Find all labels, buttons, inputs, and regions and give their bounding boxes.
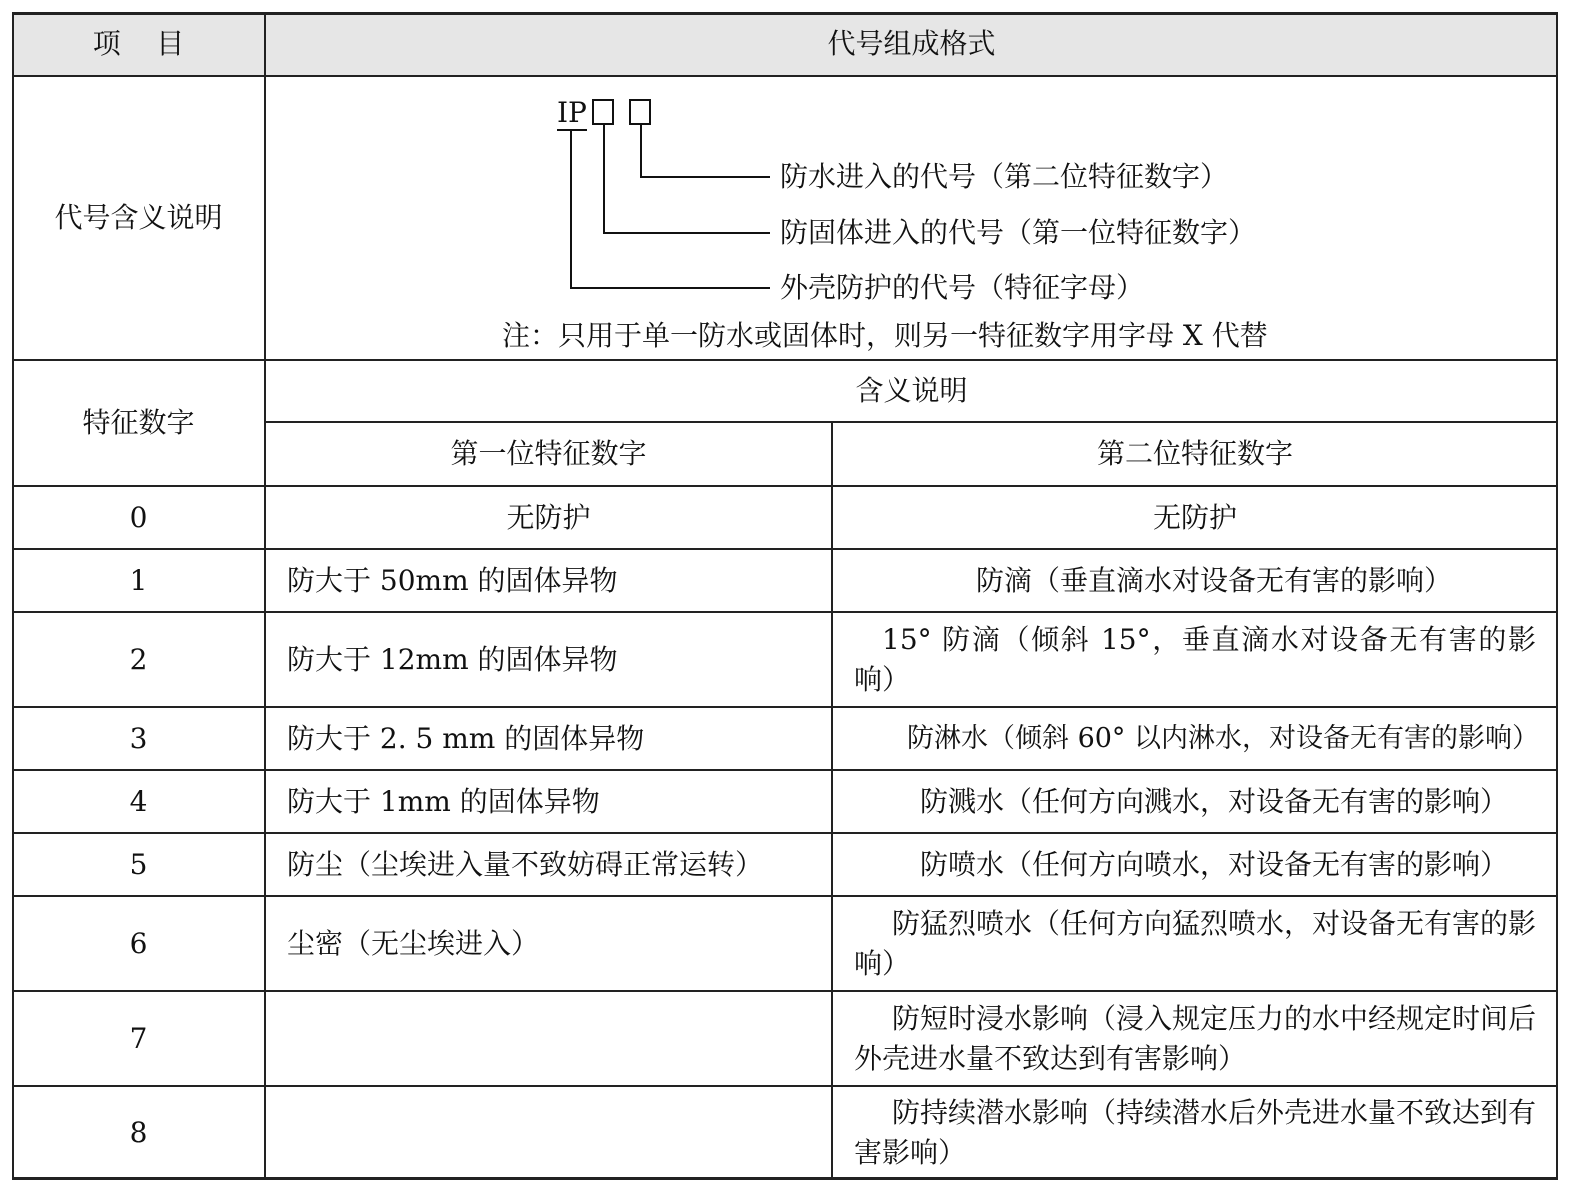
code-note: 注：只用于单一防水或固体时，则另一特征数字用字母 X 代替 <box>502 319 1268 352</box>
row-divider-2 <box>12 706 1558 708</box>
border-right <box>1556 12 1558 1180</box>
second-digit-box <box>629 99 651 125</box>
row-2-first: 防大于 12mm 的固体异物 <box>287 642 618 676</box>
row-divider-5 <box>12 895 1558 897</box>
row-7-second <box>832 991 1558 1086</box>
row-divider-1 <box>12 611 1558 613</box>
header-format: 代号组成格式 <box>265 12 1558 76</box>
first-digit-box <box>592 99 614 125</box>
meaning-header: 含义说明 <box>855 374 968 407</box>
row-5-second <box>832 833 1558 896</box>
leader-second-horizontal <box>640 176 770 178</box>
digit-header-label: 特征数字 <box>82 406 195 439</box>
row-8-digit: 8 <box>129 1116 148 1149</box>
row-0-second: 无防护 <box>1152 500 1237 534</box>
row-8-second-text: 防持续潜水影响（持续潜水后外壳进水量不致达到有害影响） <box>854 1096 1537 1169</box>
border-bottom <box>12 1177 1558 1180</box>
header-item: 项 目 <box>12 12 265 76</box>
first-digit-header: 第一位特征数字 <box>450 437 647 470</box>
row-7-digit: 7 <box>129 1021 148 1055</box>
row-divider-4 <box>12 832 1558 834</box>
code-meaning-label: 代号含义说明 <box>54 201 223 234</box>
row-6-first: 尘密（无尘埃进入） <box>287 926 540 960</box>
row-divider-subheader <box>12 485 1558 487</box>
ip-code-diagram <box>265 76 1558 360</box>
row-8-first <box>265 1086 832 1180</box>
row-6-digit: 6 <box>129 926 148 960</box>
col-divider-2 <box>831 422 833 1180</box>
row-5-first: 防尘（尘埃进入量不致妨碍正常运转） <box>287 847 764 881</box>
row-divider-header <box>12 75 1558 77</box>
border-left <box>12 12 14 1180</box>
row-5-second-text: 防喷水（任何方向喷水，对设备无有害的影响） <box>919 847 1508 881</box>
row-1-digit: 1 <box>129 563 148 597</box>
border-top <box>12 12 1558 15</box>
row-1-second <box>832 549 1558 612</box>
row-3-second <box>832 707 1558 770</box>
row-2-digit: 2 <box>129 642 148 676</box>
second-digit-meaning: 防水进入的代号（第二位特征数字） <box>780 160 1229 193</box>
row-divider-0 <box>12 548 1558 550</box>
row-6-second <box>832 896 1558 991</box>
ip-underline <box>557 129 587 131</box>
leader-first-vertical <box>603 125 605 234</box>
row-8-second <box>832 1086 1558 1180</box>
row-4-digit: 4 <box>129 784 148 818</box>
leader-prefix-vertical <box>570 131 572 289</box>
prefix-meaning: 外壳防护的代号（特征字母） <box>780 271 1145 304</box>
row-divider-7 <box>12 1085 1558 1087</box>
leader-prefix-horizontal <box>570 287 770 289</box>
row-6-second-text: 防猛烈喷水（任何方向猛烈喷水，对设备无有害的影响） <box>854 906 1537 980</box>
row-7-second-text: 防短时浸水影响（浸入规定压力的水中经规定时间后外壳进水量不致达到有害影响） <box>854 1001 1537 1075</box>
leader-second-vertical <box>640 125 642 178</box>
row-3-digit: 3 <box>129 721 148 755</box>
row-divider-diagram <box>12 359 1558 361</box>
row-divider-6 <box>12 990 1558 992</box>
row-1-first: 防大于 50mm 的固体异物 <box>287 563 618 597</box>
row-2-second <box>832 612 1558 707</box>
row-7-first <box>265 991 832 1086</box>
row-3-first: 防大于 2. 5 mm 的固体异物 <box>287 721 645 755</box>
row-divider-3 <box>12 769 1558 771</box>
row-0-first: 无防护 <box>506 500 591 534</box>
row-divider-meaning <box>265 421 1558 423</box>
ip-prefix: IP <box>557 96 587 129</box>
row-3-second-text: 防淋水（倾斜 60° 以内淋水，对设备无有害的影响） <box>906 722 1540 754</box>
row-0-digit: 0 <box>129 500 148 534</box>
row-1-second-text: 防滴（垂直滴水对设备无有害的影响） <box>975 563 1452 597</box>
col-divider-1 <box>264 12 266 1180</box>
ip-code-table <box>12 12 1558 1180</box>
row-5-digit: 5 <box>129 847 148 881</box>
second-digit-header: 第二位特征数字 <box>1096 437 1293 470</box>
row-4-first: 防大于 1mm 的固体异物 <box>287 784 600 818</box>
first-digit-meaning: 防固体进入的代号（第一位特征数字） <box>780 216 1257 249</box>
row-2-second-text: 15° 防滴（倾斜 15°，垂直滴水对设备无有害的影响） <box>854 622 1536 696</box>
leader-first-horizontal <box>603 232 770 234</box>
row-4-second-text: 防溅水（任何方向溅水，对设备无有害的影响） <box>919 784 1508 818</box>
row-4-second <box>832 770 1558 833</box>
